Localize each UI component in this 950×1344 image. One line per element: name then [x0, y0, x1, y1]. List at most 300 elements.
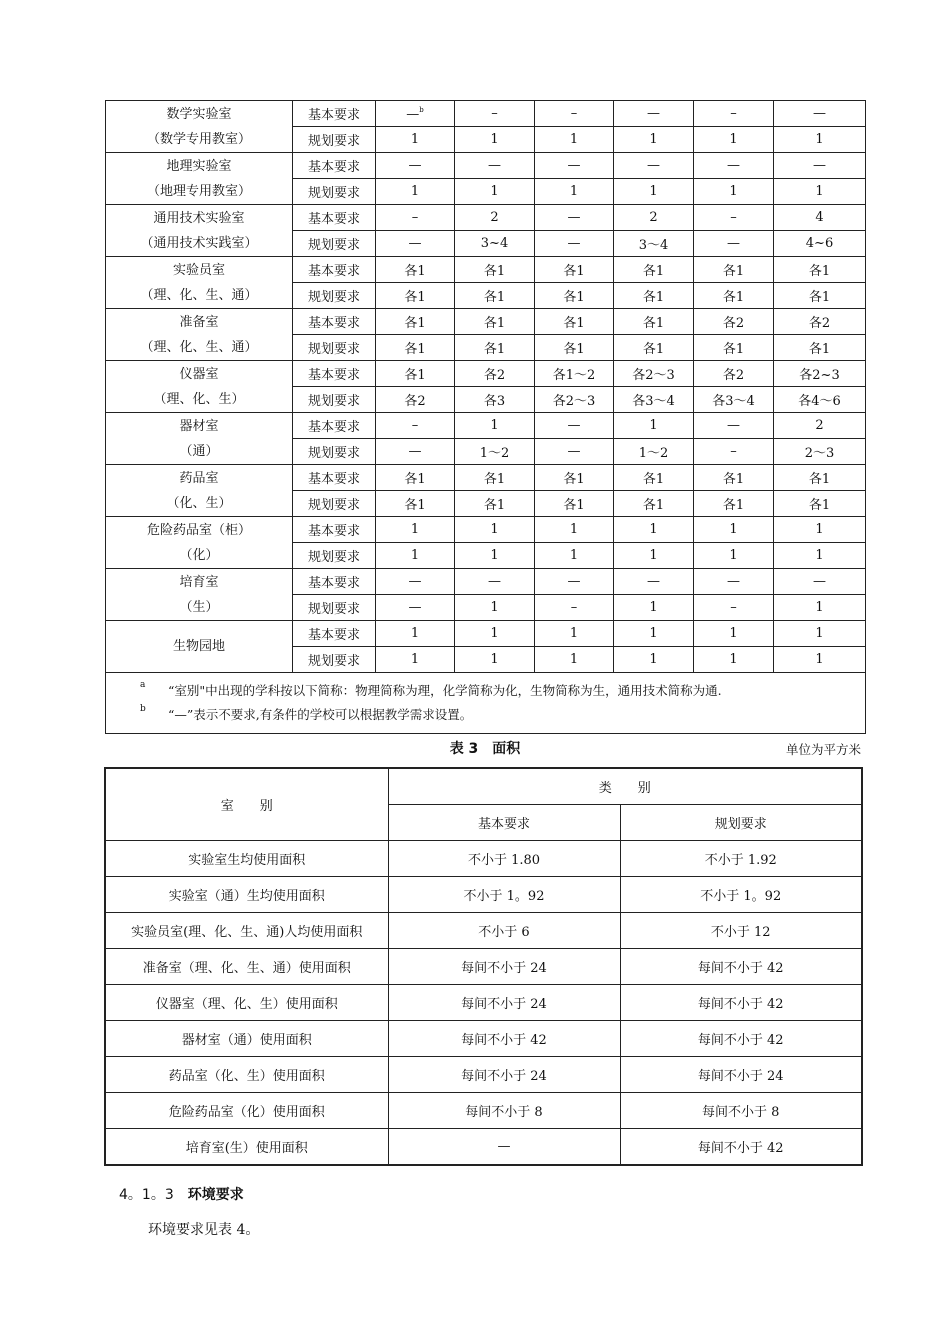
cell-value: 各2～3 [632, 368, 675, 383]
table-row [106, 413, 866, 439]
table-cell [774, 517, 866, 543]
table-cell [535, 153, 614, 179]
table-cell [535, 517, 614, 543]
cell-value: 各1 [808, 472, 831, 487]
table-cell: 每间不小于 24 [388, 1057, 620, 1093]
table-cell [614, 517, 694, 543]
cell-value: 各1 [483, 472, 506, 487]
table-cell: 1 [694, 179, 774, 205]
table-cell [376, 517, 455, 543]
table-row [105, 949, 862, 985]
cell-value: 4 [815, 210, 824, 225]
cell-value: — [567, 418, 581, 433]
table-cell: 1 [455, 127, 535, 153]
cell-value: — [813, 574, 826, 589]
table-cell [614, 101, 694, 127]
table-cell [455, 569, 535, 595]
cell-value: 各1 [808, 264, 831, 279]
table-cell [614, 413, 694, 439]
table-cell [376, 309, 455, 335]
requirement-type: 基本要求 [293, 361, 376, 387]
table-cell: 各1 [694, 335, 774, 361]
room-name: 实验员室(理、化、生、通)人均使用面积 [105, 913, 388, 949]
requirement-type: 基本要求 [293, 153, 376, 179]
table-cell: — [376, 595, 455, 621]
requirement-type: 基本要求 [293, 309, 376, 335]
room-name: 通用技术实验室 [153, 210, 245, 226]
table-cell: 1～2 [455, 439, 535, 465]
table-row [105, 1093, 862, 1129]
room-name: 仪器室 [179, 366, 219, 382]
requirement-type: 规划要求 [293, 335, 376, 361]
table-cell [535, 465, 614, 491]
table-cell [535, 257, 614, 283]
header-category: 类 别 [388, 768, 862, 805]
table-row [105, 985, 862, 1021]
cell-value: – [570, 106, 578, 121]
cell-value: — [488, 574, 501, 589]
table-cell [694, 309, 774, 335]
room-name: 培育室 [179, 574, 219, 590]
room-name: 实验员室 [172, 262, 225, 278]
table-cell [694, 101, 774, 127]
table-cell: 各3～4 [614, 387, 694, 413]
room-subjects: （理、化、生、通） [140, 339, 258, 355]
table-cell: 1 [774, 179, 866, 205]
cell-value: — [647, 574, 660, 589]
table-cell: 每间不小于 24 [620, 1057, 862, 1093]
table-cell [376, 465, 455, 491]
table-cell [535, 413, 614, 439]
table-cell: 各1 [535, 335, 614, 361]
cell-value: — [727, 158, 740, 173]
room-name-cell [106, 309, 293, 361]
table-cell: 各4～6 [774, 387, 866, 413]
requirement-type: 规划要求 [293, 647, 376, 673]
cell-value: 各1 [404, 264, 426, 279]
note-a [142, 679, 865, 703]
requirement-type: 规划要求 [293, 231, 376, 257]
table-cell: 各1 [694, 491, 774, 517]
table-cell [774, 309, 866, 335]
table-cell: 1 [376, 543, 455, 569]
requirement-type: 基本要求 [293, 517, 376, 543]
table-cell: 1 [455, 595, 535, 621]
cell-value: 各2 [722, 316, 745, 331]
cell-value: — [408, 158, 422, 173]
table-cell: 1 [455, 179, 535, 205]
header-room: 室 别 [105, 768, 388, 841]
cell-value: 各1 [722, 264, 745, 279]
table-cell [694, 361, 774, 387]
table-cell [614, 465, 694, 491]
room-name: 准备室 [179, 314, 219, 330]
cell-value: 1 [649, 626, 658, 641]
requirement-type: 基本要求 [293, 569, 376, 595]
cell-value: 1 [729, 626, 738, 641]
cell-value: 1 [490, 522, 499, 537]
table-row [105, 841, 862, 877]
cell-value: 1 [490, 626, 499, 641]
table-cell: 各1 [376, 283, 455, 309]
table-cell: 1 [694, 543, 774, 569]
room-name-cell [106, 153, 293, 205]
table-cell: 3~4 [455, 231, 535, 257]
room-name: 数学实验室 [166, 106, 232, 122]
table-cell [455, 153, 535, 179]
table-cell: 每间不小于 42 [388, 1021, 620, 1057]
table-row [106, 465, 866, 491]
note-b [142, 703, 865, 727]
table-cell [376, 361, 455, 387]
requirement-type: 规划要求 [293, 439, 376, 465]
cell-value: — [488, 158, 501, 173]
table-cell: 各1 [376, 491, 455, 517]
table-cell [455, 257, 535, 283]
cell-value: 1 [649, 522, 658, 537]
table-cell [376, 621, 455, 647]
cell-value: 2 [649, 210, 658, 225]
table-cell: — [535, 439, 614, 465]
table-cell: 1 [614, 179, 694, 205]
table-cell [614, 569, 694, 595]
header-basic: 基本要求 [388, 805, 620, 841]
table-row [106, 361, 866, 387]
cell-value: 各1 [404, 368, 426, 383]
table-cell: 1 [376, 647, 455, 673]
table-cell [376, 153, 455, 179]
table-cell: 各1 [614, 335, 694, 361]
table-cell: 1 [455, 647, 535, 673]
cell-value: – [491, 106, 498, 121]
table-row [106, 621, 866, 647]
cell-value: 各1 [483, 264, 506, 279]
table-cell: 1 [774, 127, 866, 153]
table-cell [535, 101, 614, 127]
cell-value: 1 [490, 418, 499, 433]
room-subjects: （数学专用教室） [146, 131, 251, 147]
room-name: 药品室（化、生）使用面积 [105, 1057, 388, 1093]
cell-value: 各1 [642, 264, 665, 279]
room-name: 准备室（理、化、生、通）使用面积 [105, 949, 388, 985]
table-cell: — [376, 231, 455, 257]
table-cell [614, 361, 694, 387]
table-cell: 各2 [376, 387, 455, 413]
cell-value: 各1 [483, 316, 506, 331]
table-cell [535, 205, 614, 231]
cell-value: 1 [569, 626, 579, 641]
table-cell: — [388, 1129, 620, 1166]
room-name-cell [106, 569, 293, 621]
cell-value: — [727, 418, 740, 433]
room-name-cell [106, 621, 293, 673]
table-cell [614, 621, 694, 647]
table-cell: 1 [535, 647, 614, 673]
table-cell: 1 [614, 543, 694, 569]
table-cell: 每间不小于 8 [620, 1093, 862, 1129]
table-cell [694, 153, 774, 179]
table-cell: 各1 [535, 283, 614, 309]
requirement-type: 基本要求 [293, 413, 376, 439]
table-row [106, 569, 866, 595]
table-cell [535, 309, 614, 335]
note-text: “室别"中出现的学科按以下简称：物理简称为理，化学简称为化，生物简称为生，通用技术简称为通. [168, 683, 722, 698]
table-cell [774, 101, 866, 127]
table-cell: — [535, 231, 614, 257]
room-subjects: （化、生） [166, 495, 232, 511]
room-name-cell [106, 517, 293, 569]
table-cell: 1 [614, 647, 694, 673]
requirement-type: 基本要求 [293, 257, 376, 283]
table-cell: 各1 [614, 283, 694, 309]
table-cell: 各1 [455, 491, 535, 517]
room-subjects: （通） [179, 443, 219, 459]
table-cell [774, 257, 866, 283]
cell-value: 2 [815, 418, 824, 433]
room-name: 地理实验室 [166, 158, 232, 174]
table-cell: — [376, 439, 455, 465]
table-row [106, 517, 866, 543]
table-cell [774, 569, 866, 595]
paragraph: 环境要求见表 4。 [148, 1222, 260, 1238]
table-cell: 1～2 [614, 439, 694, 465]
table-cell [774, 153, 866, 179]
room-name-cell [106, 465, 293, 517]
table-caption [105, 736, 865, 758]
cell-value: 1 [815, 626, 824, 641]
table-cell [455, 413, 535, 439]
cell-value: – [730, 210, 737, 225]
table-cell [376, 101, 455, 127]
table-cell: 各3～4 [694, 387, 774, 413]
table-cell: 各1 [376, 335, 455, 361]
table-cell: 不小于 1.80 [388, 841, 620, 877]
room-name-cell [106, 101, 293, 153]
cell-value: 1 [569, 522, 579, 537]
requirement-type: 基本要求 [293, 205, 376, 231]
table-cell: 1 [535, 543, 614, 569]
room-subjects: （理、化、生） [153, 391, 245, 407]
table-cell: 每间不小于 8 [388, 1093, 620, 1129]
table-cell: 每间不小于 24 [388, 985, 620, 1021]
cell-value: 各2~3 [799, 368, 840, 383]
table-cell: 1 [774, 595, 866, 621]
room-name-cell [106, 257, 293, 309]
cell-value: 各1～2 [552, 368, 596, 383]
table-cell [774, 621, 866, 647]
table-cell: 每间不小于 42 [620, 1021, 862, 1057]
cell-value: — [647, 106, 660, 121]
table-cell [455, 101, 535, 127]
cell-value: — [408, 574, 422, 589]
cell-value: — [647, 158, 660, 173]
table-cell: 各1 [694, 283, 774, 309]
table-row [106, 205, 866, 231]
section-number: 4。1。3 [119, 1187, 174, 1203]
requirement-type: 规划要求 [293, 595, 376, 621]
cell-value: 各1 [563, 316, 585, 331]
cell-value: 1 [729, 522, 738, 537]
cell-value: 各1 [404, 472, 426, 487]
table-cell: 1 [455, 543, 535, 569]
table-cell: – [535, 595, 614, 621]
table-cell: 不小于 12 [620, 913, 862, 949]
table-cell: 各1 [774, 491, 866, 517]
cell-value: — [813, 106, 826, 121]
room-name: 仪器室（理、化、生）使用面积 [105, 985, 388, 1021]
room-name-cell [106, 361, 293, 413]
requirement-type: 规划要求 [293, 543, 376, 569]
requirement-type: 规划要求 [293, 491, 376, 517]
table-cell [455, 517, 535, 543]
table-row [105, 877, 862, 913]
table-cell: 各1 [774, 335, 866, 361]
table-cell: 每间不小于 42 [620, 1129, 862, 1166]
table-cell: 1 [694, 127, 774, 153]
cell-value: 各2 [722, 368, 745, 383]
table-cell: 1 [535, 179, 614, 205]
cell-value: – [730, 106, 737, 121]
table-row [106, 257, 866, 283]
table-row [105, 913, 862, 949]
room-subjects: （生） [179, 599, 219, 615]
table-cell: 各3 [455, 387, 535, 413]
table-cell: 各1 [455, 283, 535, 309]
cell-value: 1 [410, 626, 420, 641]
note-marker: a [140, 680, 146, 690]
section-title: 环境要求 [187, 1187, 244, 1203]
table-cell [614, 153, 694, 179]
requirement-type: 规划要求 [293, 127, 376, 153]
table-cell: 不小于 1。92 [620, 877, 862, 913]
note-marker: b [140, 704, 146, 714]
room-name: 实验室生均使用面积 [105, 841, 388, 877]
requirement-type: 规划要求 [293, 283, 376, 309]
table-cell [455, 621, 535, 647]
cell-value: – [411, 418, 419, 433]
cell-value: — [567, 574, 581, 589]
table-row [105, 1021, 862, 1057]
table-cell [694, 621, 774, 647]
requirement-type: 基本要求 [293, 465, 376, 491]
footnote-marker: b [419, 105, 424, 114]
table-cell [455, 309, 535, 335]
room-name: 器材室（通）使用面积 [105, 1021, 388, 1057]
table-row [106, 153, 866, 179]
table-cell [535, 361, 614, 387]
table-cell: 各1 [774, 283, 866, 309]
table-cell: 不小于 1.92 [620, 841, 862, 877]
header-plan: 规划要求 [620, 805, 862, 841]
table-cell: 4~6 [774, 231, 866, 257]
table-cell: 每间不小于 42 [620, 949, 862, 985]
cell-value: 1 [815, 522, 824, 537]
room-subjects: （通用技术实践室） [140, 235, 258, 251]
table-cell [614, 257, 694, 283]
room-name: 器材室 [179, 418, 219, 434]
table-cell [694, 517, 774, 543]
table-cell [455, 205, 535, 231]
room-name: 危险药品室（柜） [146, 522, 251, 538]
lab-room-count-table [105, 100, 866, 734]
cell-value: 1 [649, 418, 658, 433]
table-cell [774, 413, 866, 439]
cell-value: 各1 [642, 472, 665, 487]
room-name-cell [106, 205, 293, 257]
table-cell [774, 361, 866, 387]
area-table [104, 767, 863, 1166]
room-name: 培育室(生）使用面积 [105, 1129, 388, 1166]
table-cell [535, 621, 614, 647]
table-title: 表 3 面积 [449, 741, 521, 757]
table-notes [106, 673, 866, 734]
cell-value: 各1 [563, 472, 585, 487]
table-cell: 各2～3 [535, 387, 614, 413]
cell-value: 各1 [722, 472, 745, 487]
table-cell [376, 257, 455, 283]
table-cell: 不小于 1。92 [388, 877, 620, 913]
table-cell [376, 569, 455, 595]
table-cell [455, 465, 535, 491]
table-cell: 各1 [535, 491, 614, 517]
table-cell [694, 205, 774, 231]
table-cell [694, 465, 774, 491]
room-name: 危险药品室（化）使用面积 [105, 1093, 388, 1129]
room-name: 实验室（通）生均使用面积 [105, 877, 388, 913]
requirement-type: 基本要求 [293, 621, 376, 647]
cell-value: 各1 [563, 264, 585, 279]
table-cell: 各1 [614, 491, 694, 517]
table-cell [535, 569, 614, 595]
room-subjects: （化） [179, 547, 219, 563]
table-cell [614, 309, 694, 335]
table-row [105, 1057, 862, 1093]
table-cell: 不小于 6 [388, 913, 620, 949]
cell-value: 1 [410, 522, 420, 537]
requirement-type: 规划要求 [293, 387, 376, 413]
table-cell: 2～3 [774, 439, 866, 465]
table-row [105, 1129, 862, 1166]
note-text: “—”表示不要求,有条件的学校可以根据教学需求设置。 [168, 707, 473, 722]
room-subjects: （地理专用教室） [146, 183, 251, 199]
cell-value: — [406, 106, 420, 122]
table-cell: 1 [535, 127, 614, 153]
table-row [106, 309, 866, 335]
cell-value: 各2 [808, 316, 831, 331]
table-unit: 单位为平方米 [785, 742, 861, 757]
table-cell: – [694, 595, 774, 621]
cell-value: 2 [490, 210, 499, 225]
table-cell: 1 [694, 647, 774, 673]
cell-value: 各1 [642, 316, 665, 331]
table-cell: 1 [614, 127, 694, 153]
table-cell [774, 465, 866, 491]
table-row [106, 101, 866, 127]
cell-value: — [567, 210, 581, 225]
table-cell [774, 205, 866, 231]
table-cell [694, 569, 774, 595]
table-cell: 每间不小于 42 [620, 985, 862, 1021]
table-cell: 1 [614, 595, 694, 621]
table-cell [455, 361, 535, 387]
table-cell [376, 413, 455, 439]
table-cell [694, 257, 774, 283]
requirement-type: 基本要求 [293, 101, 376, 127]
table-cell: 各1 [455, 335, 535, 361]
cell-value: 各2 [483, 368, 506, 383]
room-name-cell [106, 413, 293, 465]
table-cell [614, 205, 694, 231]
